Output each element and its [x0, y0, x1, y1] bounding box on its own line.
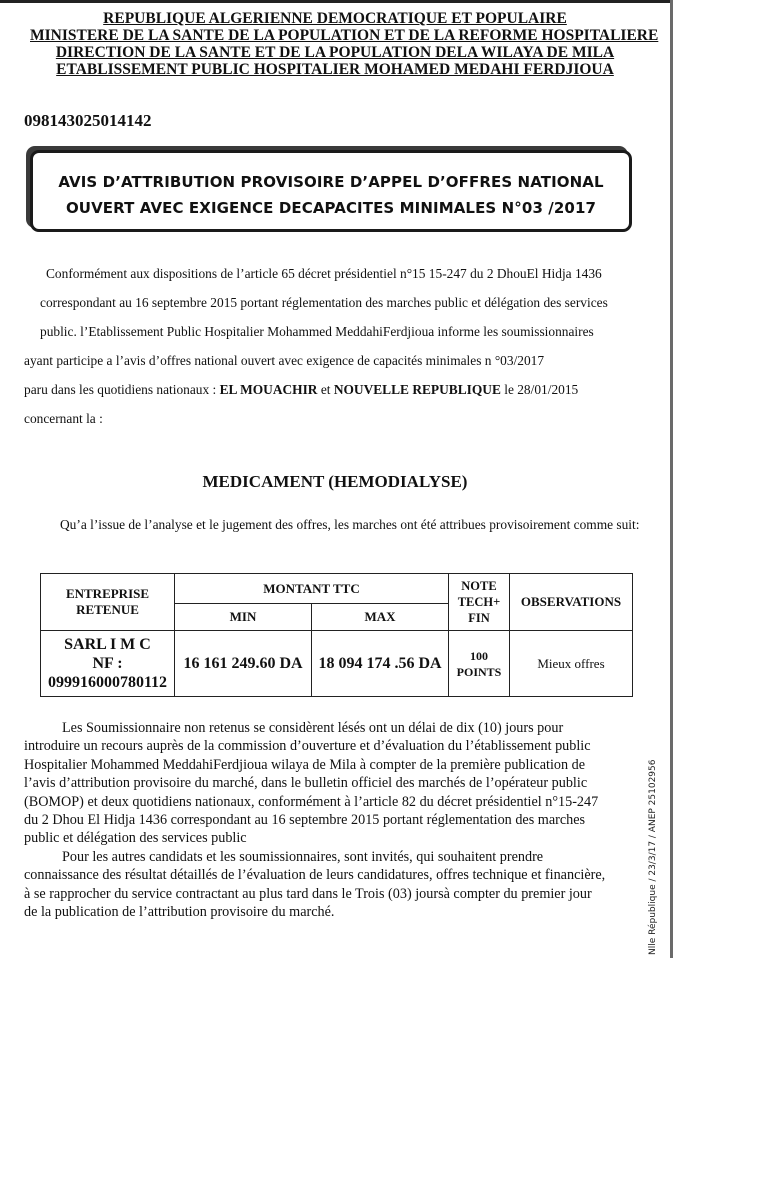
cell-entreprise	[41, 631, 175, 697]
company-nf-label: NF :	[92, 655, 123, 672]
para1-line-3: public. l’Etablissement Public Hospitalier Mohammed MeddahiFerdjioua informe les soumissionnaires	[40, 324, 594, 339]
para1-line-4: ayant participe a l’avis d’offres national ouvert avec exigence de capacités minimales n °03/2017	[24, 353, 545, 368]
para3-line-4: de la publication de l’attribution provisoire du marché.	[24, 904, 335, 921]
para3-line-2: connaissance des résultat détaillés de l’évaluation de leurs candidatures, offres technique et financière,	[24, 867, 606, 884]
para1-line-1: Conformément aux dispositions de l’article 65 décret présidentiel n°15 15-247 du 2 DhouEl Hidja 1436	[46, 266, 602, 281]
para1-line-6: concernant la :	[24, 411, 103, 426]
notice-title	[33, 169, 629, 221]
title-line-2: OUVERT AVEC EXIGENCE DECAPACITES MINIMALES N°03 /2017	[65, 199, 597, 217]
para2-line-5: (BOMOP) et deux quotidiens nationaux, conformément à l’article 82 du décret présidentiel n°15-247	[24, 793, 599, 810]
page-edge	[670, 0, 673, 958]
newspaper-2: NOUVELLE REPUBLIQUE	[333, 382, 501, 397]
cell-max-amount: 18 094 174 .56 DA	[312, 631, 449, 697]
para3-line-1: Pour les autres candidats et les soumissionnaires, sont invités, qui souhaitent prendre	[62, 848, 544, 865]
header-max: MAX	[312, 604, 449, 631]
para2-line-6: du 2 Dhou El Hidja 1436 correspondant au 16 septembre 2015 portant réglementation des marches	[24, 812, 586, 829]
para2-line-4: l’avis d’attribution provisoire du marché, dans le bulletin officiel des marchés de l’opérateur public	[24, 775, 588, 792]
note-value: 100	[470, 648, 488, 663]
paragraph-legal-basis	[24, 259, 608, 433]
cell-note	[449, 631, 510, 697]
subject-heading: MEDICAMENT (HEMODIALYSE)	[202, 472, 468, 491]
title-box	[30, 150, 632, 232]
header-line-4: ETABLISSEMENT PUBLIC HOSPITALIER MOHAMED MEDAHI FERDJIOUA	[56, 61, 614, 78]
para3-line-3: à se rapprocher du service contractant au plus tard dans le Trois (03) joursà compter du premier jour	[24, 885, 592, 902]
header-entreprise: ENTREPRISE RETENUE	[41, 574, 175, 631]
header-line-2: MINISTERE DE LA SANTE DE LA POPULATION ET DE LA REFORME HOSPITALIERE	[30, 27, 659, 44]
paragraph-appeals	[24, 719, 644, 921]
note-unit: POINTS	[456, 664, 502, 679]
para1-line-2: correspondant au 16 septembre 2015 portant réglementation des marches public et délégation des services	[40, 295, 608, 310]
cell-min-amount: 16 161 249.60 DA	[175, 631, 312, 697]
header-min: MIN	[175, 604, 312, 631]
para2-line-2: introduire un recours auprès de la commission d’ouverture et d’évaluation du l’établissement public	[24, 738, 591, 755]
reference-number: 098143025014142	[24, 111, 152, 130]
para1-line-5	[24, 375, 608, 404]
para2-line-1: Les Soumissionnaire non retenus se considèrent lésés ont un délai de dix (10) jours pour	[62, 720, 564, 736]
company-nf-number: 099916000780112	[47, 674, 168, 691]
header-line-3: DIRECTION DE LA SANTE ET DE LA POPULATION DELA WILAYA DE MILA	[55, 44, 615, 61]
para1-line-5-a: paru dans les quotidiens nationaux :	[24, 382, 220, 397]
company-name: SARL I M C	[64, 636, 151, 653]
para1-line-5-c: et	[317, 382, 334, 397]
header-line-1: REPUBLIQUE ALGERIENNE DEMOCRATIQUE ET POPULAIRE	[103, 10, 567, 27]
publication-note: Nlle République / 23/3/17 / ANEP 25102956	[648, 759, 658, 955]
para2-line-7: public et délégation des services public	[24, 830, 247, 847]
newspaper-1: EL MOUACHIR	[219, 382, 318, 397]
intro-text	[24, 514, 644, 535]
para1-line-5-e: le 28/01/2015	[500, 382, 579, 397]
header-note: NOTE TECH+ FIN	[449, 574, 510, 631]
title-line-1: AVIS D’ATTRIBUTION PROVISOIRE D’APPEL D’OFFRES NATIONAL	[58, 173, 604, 191]
header-montant: MONTANT TTC	[175, 574, 449, 604]
top-border	[0, 0, 672, 3]
intro-sentence: Qu’a l’issue de l’analyse et le jugement des offres, les marches ont été attribues provisoirement comme suit:	[60, 517, 640, 532]
award-table	[40, 573, 633, 697]
para2-line-3: Hospitalier Mohammed MeddahiFerdjioua wilaya de Mila à compter de la première publication de	[24, 756, 586, 773]
cell-observations: Mieux offres	[510, 631, 633, 697]
header-observations: OBSERVATIONS	[510, 574, 633, 631]
letterhead	[30, 10, 659, 78]
